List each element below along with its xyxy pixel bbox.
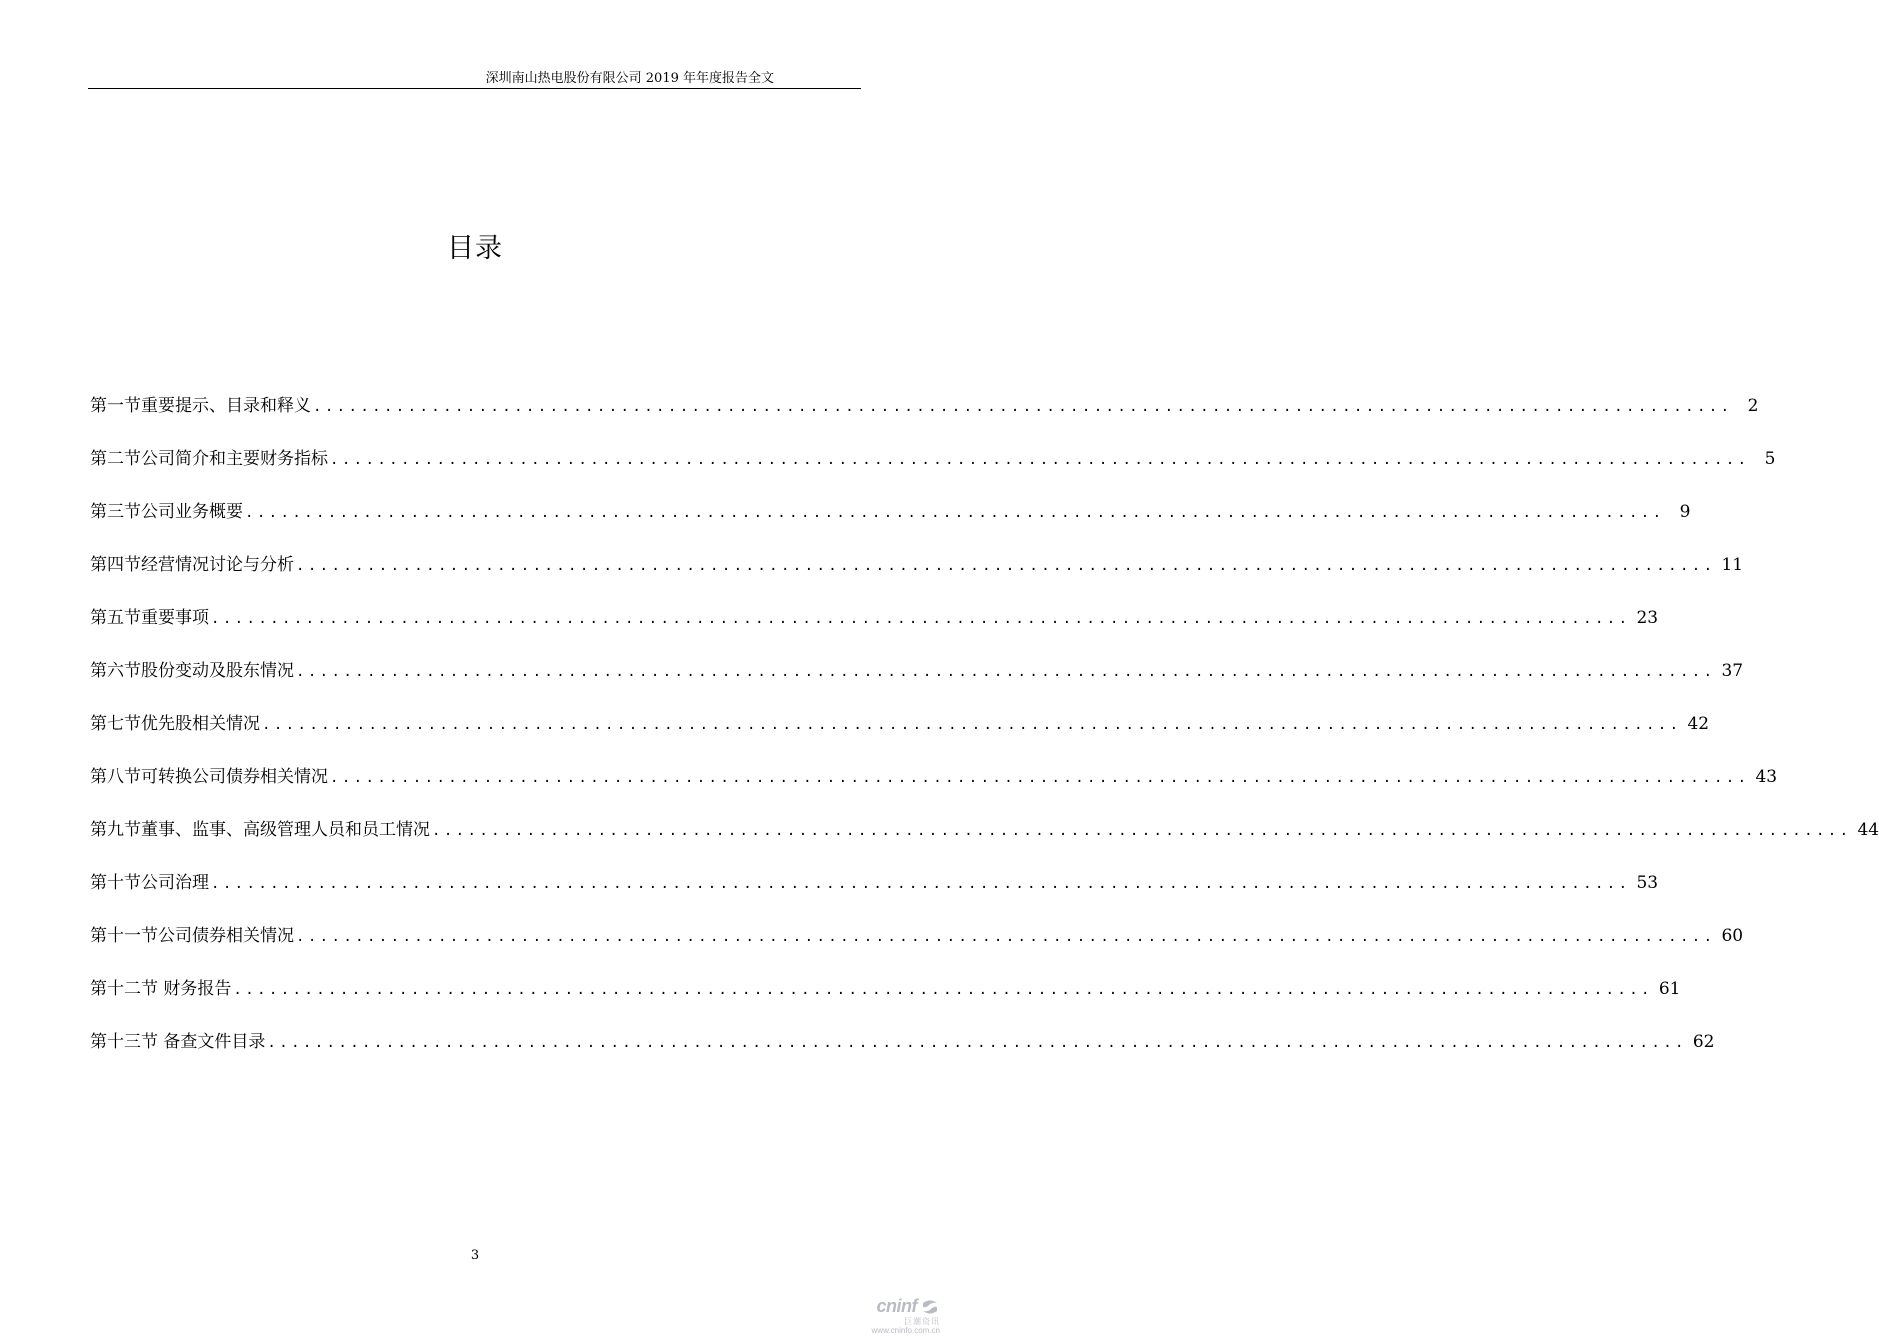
toc-entry-label: 第九节董事、监事、高级管理人员和员工情况 <box>90 820 430 840</box>
toc-entry[interactable] <box>90 762 1778 815</box>
dot-leader: ........................................................................................................................ <box>262 717 1682 733</box>
toc-entry[interactable] <box>90 974 1681 1027</box>
toc-entry-page: 11 <box>1721 555 1744 575</box>
toc-entry-page: 2 <box>1747 396 1759 416</box>
toc-entry-page: 61 <box>1658 979 1681 999</box>
toc-entry[interactable] <box>90 815 1879 868</box>
toc-entry-label: 第六节股份变动及股东情况 <box>90 661 294 681</box>
toc-list <box>90 391 1879 1080</box>
watermark-subtitle: 巨潮资讯 <box>904 1317 940 1326</box>
toc-entry-label: 第一节重要提示、目录和释义 <box>90 396 311 416</box>
toc-entry-label: 第十三节 备查文件目录 <box>90 1032 266 1052</box>
dot-leader: ........................................................................................................................ <box>267 1035 1687 1051</box>
toc-entry-page: 23 <box>1636 608 1659 628</box>
toc-entry[interactable] <box>90 868 1659 921</box>
watermark-url: www.cninfo.com.cn <box>871 1326 940 1335</box>
watermark-logo <box>852 1296 940 1317</box>
toc-entry[interactable] <box>90 550 1744 603</box>
toc-title: 目录 <box>447 233 503 264</box>
toc-entry-label: 第十一节公司债券相关情况 <box>90 926 294 946</box>
toc-entry-page: 9 <box>1679 502 1691 522</box>
toc-entry[interactable] <box>90 1027 1715 1080</box>
dot-leader: ........................................................................................................................ <box>245 505 1665 521</box>
toc-entry[interactable] <box>90 709 1710 762</box>
toc-entry-page: 60 <box>1721 926 1744 946</box>
toc-entry[interactable] <box>90 921 1744 974</box>
dot-leader: ........................................................................................................................ <box>211 876 1631 892</box>
dot-leader: ........................................................................................................................ <box>296 929 1716 945</box>
toc-entry[interactable] <box>90 391 1759 444</box>
toc-entry-label: 第八节可转换公司债券相关情况 <box>90 767 328 787</box>
toc-entry-page: 44 <box>1857 820 1879 840</box>
watermark-brand: cninf <box>876 1296 917 1316</box>
toc-entry[interactable] <box>90 444 1776 497</box>
toc-entry-label: 第十二节 财务报告 <box>90 979 232 999</box>
toc-entry[interactable] <box>90 497 1691 550</box>
toc-entry-label: 第十节公司治理 <box>90 873 209 893</box>
toc-entry-page: 37 <box>1721 661 1744 681</box>
dot-leader: ........................................................................................................................ <box>330 770 1750 786</box>
toc-entry[interactable] <box>90 656 1744 709</box>
dot-leader: ........................................................................................................................ <box>432 823 1852 839</box>
dot-leader: ........................................................................................................................ <box>296 558 1716 574</box>
toc-entry-page: 53 <box>1636 873 1659 893</box>
toc-entry-page: 42 <box>1687 714 1710 734</box>
toc-entry-label: 第四节经营情况讨论与分析 <box>90 555 294 575</box>
cninfo-logo-icon <box>920 1299 940 1315</box>
dot-leader: ........................................................................................................................ <box>330 452 1750 468</box>
dot-leader: ........................................................................................................................ <box>211 611 1631 627</box>
dot-leader: ........................................................................................................................ <box>296 664 1716 680</box>
toc-entry-label: 第七节优先股相关情况 <box>90 714 260 734</box>
toc-entry-page: 43 <box>1755 767 1778 787</box>
report-header-title: 深圳南山热电股份有限公司 2019 年年度报告全文 <box>485 71 774 86</box>
toc-entry[interactable] <box>90 603 1659 656</box>
toc-entry-page: 5 <box>1764 449 1776 469</box>
toc-entry-page: 62 <box>1692 1032 1715 1052</box>
toc-entry-label: 第五节重要事项 <box>90 608 209 628</box>
dot-leader: ........................................................................................................................ <box>313 399 1733 415</box>
toc-entry-label: 第二节公司简介和主要财务指标 <box>90 449 328 469</box>
dot-leader: ........................................................................................................................ <box>233 982 1653 998</box>
page-number: 3 <box>470 1248 480 1263</box>
toc-entry-label: 第三节公司业务概要 <box>90 502 243 522</box>
header-divider <box>88 88 861 89</box>
watermark <box>852 1296 940 1336</box>
